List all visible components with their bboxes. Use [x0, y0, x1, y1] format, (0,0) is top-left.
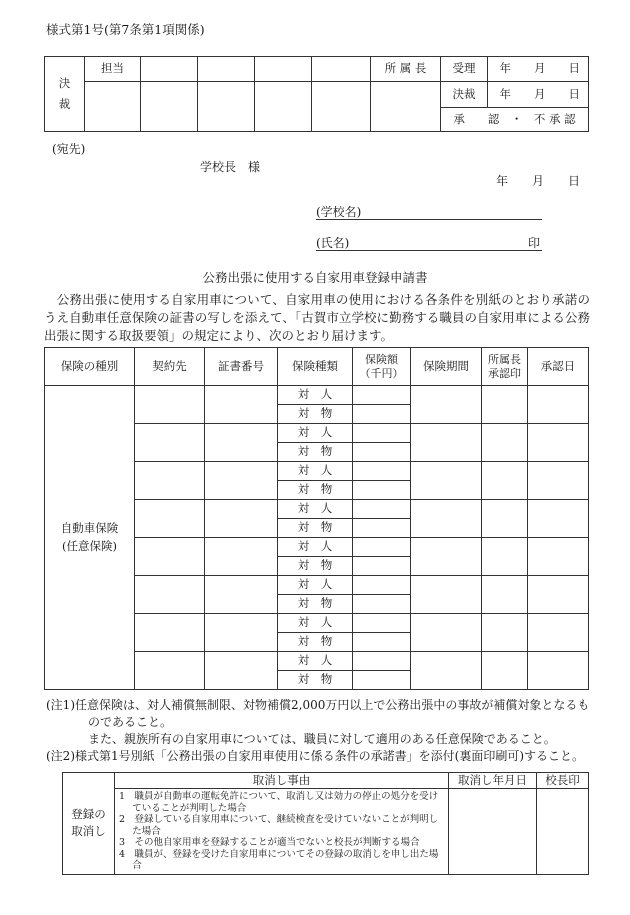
header-contractor: 契約先	[135, 348, 205, 386]
approval-seal-cell[interactable]	[482, 652, 528, 690]
header-insurance-type: 保険種類	[278, 348, 353, 386]
approval-date-cell[interactable]	[528, 576, 589, 614]
contractor-cell[interactable]	[135, 500, 205, 538]
insurance-type-cell: 対 物	[278, 671, 353, 690]
note-2: (注2)様式第1号別紙「公務出張の自家用車使用に係る条件の承諾書」を添付(裏面印刷可)すること。	[46, 749, 584, 763]
body-paragraph: 公務出張に使用する自家用車について、自家用車の使用における各条件を別紙のとおり承諾のうえ自動車任意保険の証書の写しを添えて、「古賀市立学校に勤務する職員の自家用車による公務出張に関する取扱要領」の規定により、次のとおり届けます。	[44, 292, 590, 343]
stamp-cell[interactable]	[141, 57, 198, 82]
name-line[interactable]	[316, 234, 542, 251]
insurance-type-cell: 対 物	[278, 519, 353, 538]
approval-result[interactable]: 承 認 ・ 不 承 認	[441, 108, 589, 132]
approval-date-cell[interactable]	[528, 500, 589, 538]
amount-cell[interactable]	[353, 614, 411, 633]
header-cancel-date: 取消し年月日	[449, 773, 537, 789]
insurance-type-cell: 対 物	[278, 633, 353, 652]
period-cell[interactable]	[411, 424, 482, 462]
tanto-label: 担当	[85, 57, 141, 82]
stamp-cell[interactable]	[141, 82, 198, 132]
amount-cell[interactable]	[353, 595, 411, 614]
cancellation-table	[62, 772, 589, 875]
contractor-cell[interactable]	[135, 652, 205, 690]
certificate-no-cell[interactable]	[205, 614, 278, 652]
approval-date-cell[interactable]	[528, 652, 589, 690]
kessai-label: 決裁	[45, 57, 85, 132]
certificate-no-cell[interactable]	[205, 424, 278, 462]
insurance-type-cell: 対 人	[278, 462, 353, 481]
amount-cell[interactable]	[353, 538, 411, 557]
amount-cell[interactable]	[353, 443, 411, 462]
amount-cell[interactable]	[353, 424, 411, 443]
certificate-no-cell[interactable]	[205, 576, 278, 614]
note-1b: また、親族所有の自家用車については、職員に対して適用のある任意保険であること。	[88, 732, 556, 746]
header-approval-seal: 所属長承認印	[482, 348, 528, 386]
certificate-no-cell[interactable]	[205, 500, 278, 538]
principal-name: 学校長 様	[200, 160, 261, 174]
approval-seal-cell[interactable]	[482, 538, 528, 576]
amount-cell[interactable]	[353, 557, 411, 576]
stamp-cell[interactable]	[312, 82, 371, 132]
contractor-cell[interactable]	[135, 462, 205, 500]
note-1: (注1)任意保険は、対人補償無制限、対物補償2,000万円以上で公務出張中の事故が補償対象となるものであること。	[46, 698, 590, 729]
period-cell[interactable]	[411, 576, 482, 614]
amount-cell[interactable]	[353, 519, 411, 538]
form-number: 様式第1号(第7条第1項関係)	[46, 22, 205, 37]
approval-date-cell[interactable]	[528, 424, 589, 462]
approval-date-cell[interactable]	[528, 462, 589, 500]
insurance-type-cell: 対 物	[278, 405, 353, 424]
approval-seal-cell[interactable]	[482, 386, 528, 424]
approval-seal-cell[interactable]	[482, 614, 528, 652]
cancel-date-cell[interactable]	[449, 789, 537, 875]
amount-cell[interactable]	[353, 633, 411, 652]
amount-cell[interactable]	[353, 386, 411, 405]
shozokucho-label: 所 属 長	[371, 57, 441, 82]
stamp-cell[interactable]	[85, 82, 141, 132]
stamp-cell[interactable]	[198, 57, 255, 82]
contractor-cell[interactable]	[135, 386, 205, 424]
approval-date-cell[interactable]	[528, 386, 589, 424]
stamp-cell[interactable]	[255, 57, 312, 82]
amount-cell[interactable]	[353, 405, 411, 424]
insurance-type-cell: 対 物	[278, 443, 353, 462]
cancel-reason-item: 1 職員が自動車の運転免許について、取消し又は効力の停止の処分を受けていることが判明した場合	[119, 791, 439, 814]
cancel-reason-item: 2 登録している自家用車について、継続検査を受けていないことが判明した場合	[119, 814, 439, 837]
cancel-label: 登録の 取消し	[63, 773, 115, 875]
approval-seal-cell[interactable]	[482, 576, 528, 614]
period-cell[interactable]	[411, 500, 482, 538]
insurance-category: 自動車保険 (任意保険)	[45, 386, 135, 690]
seal-mark: 印	[527, 236, 540, 250]
notes	[46, 697, 594, 765]
insurance-type-cell: 対 人	[278, 576, 353, 595]
insurance-type-cell: 対 物	[278, 595, 353, 614]
amount-cell[interactable]	[353, 671, 411, 690]
school-line[interactable]	[316, 203, 542, 220]
amount-cell[interactable]	[353, 462, 411, 481]
principal-seal-cell[interactable]	[537, 789, 589, 875]
insurance-type-cell: 対 物	[278, 481, 353, 500]
stamp-cell[interactable]	[371, 82, 441, 132]
amount-cell[interactable]	[353, 500, 411, 519]
amount-cell[interactable]	[353, 481, 411, 500]
header-cancel-reason: 取消し事由	[115, 773, 449, 789]
application-date[interactable]: 年 月 日	[496, 174, 581, 188]
kessai-date[interactable]: 年 月 日	[488, 82, 589, 108]
period-cell[interactable]	[411, 652, 482, 690]
header-principal-seal: 校長印	[537, 773, 589, 789]
cancel-reason-item: 3 その他自家用車を登録することが適当でないと校長が判断する場合	[119, 837, 420, 848]
certificate-no-cell[interactable]	[205, 538, 278, 576]
insurance-type-cell: 対 人	[278, 424, 353, 443]
approval-seal-cell[interactable]	[482, 462, 528, 500]
period-cell[interactable]	[411, 386, 482, 424]
header-insurance-kind: 保険の種別	[45, 348, 135, 386]
amount-cell[interactable]	[353, 576, 411, 595]
insurance-type-cell: 対 人	[278, 386, 353, 405]
insurance-type-cell: 対 人	[278, 500, 353, 519]
contractor-cell[interactable]	[135, 538, 205, 576]
amount-cell[interactable]	[353, 652, 411, 671]
form-title: 公務出張に使用する自家用車登録申請書	[202, 270, 428, 285]
approval-table	[44, 56, 589, 132]
header-certificate-no: 証書番号	[205, 348, 278, 386]
name-label: (氏名)	[316, 236, 350, 250]
school-label: (学校名)	[316, 205, 362, 219]
stamp-cell[interactable]	[255, 82, 312, 132]
uketsuke-date[interactable]: 年 月 日	[488, 57, 589, 82]
period-cell[interactable]	[411, 538, 482, 576]
certificate-no-cell[interactable]	[205, 652, 278, 690]
insurance-row	[45, 386, 589, 405]
certificate-no-cell[interactable]	[205, 462, 278, 500]
contractor-cell[interactable]	[135, 614, 205, 652]
uketsuke-label: 受理	[441, 57, 488, 82]
period-cell[interactable]	[411, 462, 482, 500]
insurance-table	[44, 347, 589, 690]
insurance-type-cell: 対 人	[278, 538, 353, 557]
header-period: 保険期間	[411, 348, 482, 386]
stamp-cell[interactable]	[198, 82, 255, 132]
approval-seal-cell[interactable]	[482, 500, 528, 538]
insurance-type-cell: 対 人	[278, 652, 353, 671]
approval-date-cell[interactable]	[528, 614, 589, 652]
addressee: (宛先)	[52, 142, 86, 156]
certificate-no-cell[interactable]	[205, 386, 278, 424]
period-cell[interactable]	[411, 614, 482, 652]
contractor-cell[interactable]	[135, 424, 205, 462]
cancel-reason-item: 4 職員が、登録を受けた自家用車についてその登録の取消しを申し出た場合	[119, 848, 439, 871]
approval-date-cell[interactable]	[528, 538, 589, 576]
header-approval-date: 承認日	[528, 348, 589, 386]
insurance-type-cell: 対 物	[278, 557, 353, 576]
cancel-reasons	[115, 789, 449, 875]
header-amount: 保険額（千円）	[353, 348, 411, 386]
kessai-date-label: 決裁	[441, 82, 488, 108]
approval-seal-cell[interactable]	[482, 424, 528, 462]
stamp-cell[interactable]	[312, 57, 371, 82]
insurance-type-cell: 対 人	[278, 614, 353, 633]
contractor-cell[interactable]	[135, 576, 205, 614]
